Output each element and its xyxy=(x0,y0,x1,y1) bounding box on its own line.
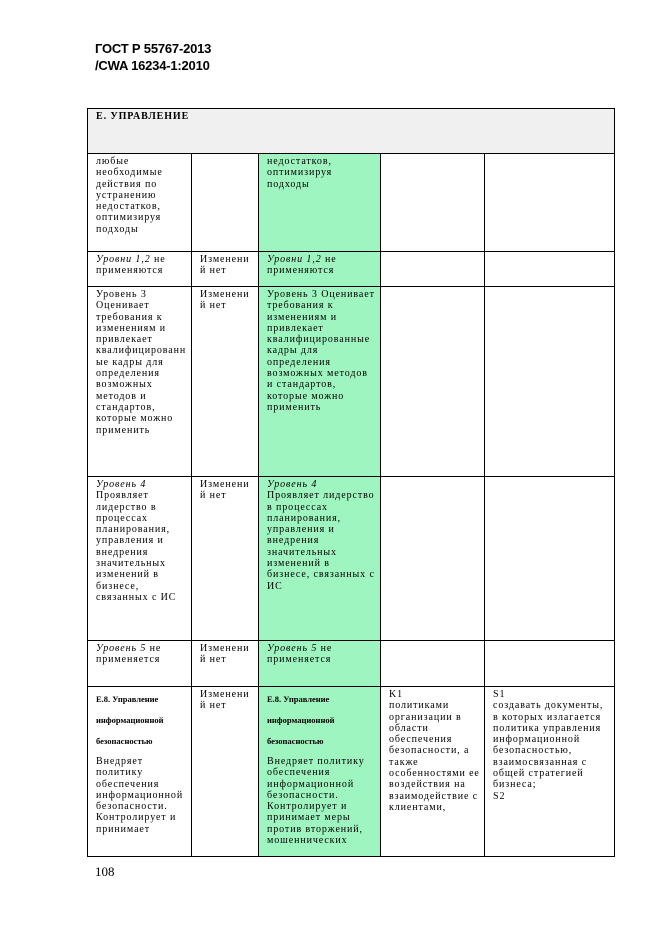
cell-skills xyxy=(485,687,615,857)
level-label: Уровни 1,2 xyxy=(267,254,322,265)
cell-change: Изменений нет xyxy=(192,287,259,477)
table-row xyxy=(88,154,615,252)
skill-code: S2 xyxy=(493,790,506,802)
cell-skills xyxy=(485,641,615,687)
table-row xyxy=(88,641,615,687)
level-label: Уровень 4 xyxy=(267,479,318,490)
knowledge-text: политиками организации в области обеспечения безопасности, а также особенностями ее воздействия на взаимодействие с клиентами, xyxy=(389,700,480,813)
document-code: ГОСТ Р 55767-2013 xyxy=(95,41,212,56)
cell-knowledge xyxy=(381,287,485,477)
cell-original xyxy=(88,641,192,687)
cell-original xyxy=(88,477,192,641)
skill-text: создавать документы, в которых излагается политика управления информационной безопасностью, взаимосвязанная с общей стратегией бизнеса; xyxy=(493,700,604,791)
competence-description: Внедряет политику обеспечения информационной безопасности. Контролирует и принимает xyxy=(96,756,184,835)
cell-change: Изменений нет xyxy=(192,641,259,687)
level-text: не применяется xyxy=(267,643,333,666)
table-row xyxy=(88,477,615,641)
cell-original xyxy=(88,687,192,857)
cell-national: недостатков, оптимизируя подходы xyxy=(259,154,381,252)
cell-skills xyxy=(485,154,615,252)
cell-national xyxy=(259,687,381,857)
cell-original xyxy=(88,252,192,287)
competence-description: Внедряет политику обеспечения информационной безопасности. Контролирует и принимает меры против вторжений, мошеннических xyxy=(267,756,365,847)
competence-title-line: Е.8. Управление xyxy=(267,694,330,704)
competence-table xyxy=(87,108,615,857)
page-number: 108 xyxy=(95,864,115,879)
cell-knowledge xyxy=(381,641,485,687)
cell-knowledge xyxy=(381,154,485,252)
cell-knowledge xyxy=(381,477,485,641)
level-label: Уровень 4 xyxy=(96,479,147,490)
competence-title-line: безопасностью xyxy=(267,736,324,746)
cell-skills xyxy=(485,252,615,287)
competence-title-line: информационной xyxy=(267,715,335,725)
section-title: Е. УПРАВЛЕНИЕ xyxy=(88,109,615,154)
knowledge-code: K1 xyxy=(389,689,404,700)
level-text: Проявляет лидерство в процессах планирования, управления и внедрения значительных изменений в бизнесе, связанных с ИС xyxy=(267,490,375,592)
cell-knowledge xyxy=(381,687,485,857)
section-header-row xyxy=(88,109,615,154)
cell-change xyxy=(192,154,259,252)
level-text: не применяются xyxy=(267,254,337,277)
level-text: не применяются xyxy=(96,254,166,277)
cell-knowledge xyxy=(381,252,485,287)
cell-national: Уровень 3 Оценивает требования к изменениям и привлекает квалифицированные кадры для определения возможных методов и стандартов, которые можно применить xyxy=(259,287,381,477)
level-label: Уровень 5 xyxy=(96,643,147,654)
cell-original: Уровень 3 Оценивает требования к изменениям и привлекает квалифицированные кадры для определения возможных методов и стандартов, которые можно применить xyxy=(88,287,192,477)
cell-original: любые необходимые действия по устранению недостатков, оптимизируя подходы xyxy=(88,154,192,252)
table-row xyxy=(88,687,615,857)
competence-title-line: информационной xyxy=(96,715,164,725)
cell-change: Изменений нет xyxy=(192,687,259,857)
level-text: Проявляет лидерство в процессах планирования, управления и внедрения значительных изменений в бизнесе, связанных с ИС xyxy=(96,490,177,603)
cell-change: Изменений нет xyxy=(192,252,259,287)
cell-skills xyxy=(485,287,615,477)
document-code-cwa: /CWA 16234-1:2010 xyxy=(95,58,210,73)
competence-title-line: безопасностью xyxy=(96,736,153,746)
level-text: не применяется xyxy=(96,643,162,666)
level-label: Уровень 5 xyxy=(267,643,318,654)
skill-code: S1 xyxy=(493,689,506,700)
table-row xyxy=(88,287,615,477)
competence-title-line: Е.8. Управление xyxy=(96,694,159,704)
level-label: Уровни 1,2 xyxy=(96,254,151,265)
cell-skills xyxy=(485,477,615,641)
table-row xyxy=(88,252,615,287)
cell-change: Изменений нет xyxy=(192,477,259,641)
cell-national xyxy=(259,477,381,641)
cell-national xyxy=(259,252,381,287)
cell-national xyxy=(259,641,381,687)
